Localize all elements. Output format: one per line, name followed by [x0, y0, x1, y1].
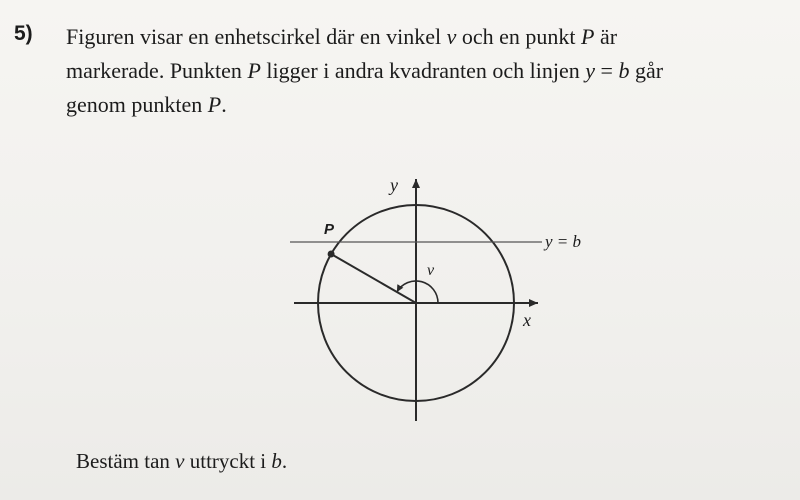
math-symbol: v — [175, 449, 185, 473]
math-symbol: P — [247, 58, 261, 83]
math-symbol: v — [446, 24, 457, 49]
point-p-label: P — [324, 221, 335, 238]
angle-v-label: v — [427, 262, 435, 279]
math-symbol: y — [585, 58, 596, 83]
problem-statement — [66, 20, 776, 122]
line-y-equals-b-label: y = b — [545, 232, 582, 251]
text-run: går — [629, 58, 664, 83]
math-symbol: P — [207, 92, 222, 117]
unit-circle-figure — [280, 165, 610, 435]
question-text — [76, 449, 287, 474]
text-run: är — [594, 24, 618, 49]
problem-line-1 — [66, 20, 776, 54]
text-run: markerade. Punkten — [66, 58, 248, 83]
text-run: = — [595, 58, 619, 83]
text-run: uttryckt i — [184, 449, 272, 473]
problem-line-3 — [66, 88, 776, 122]
y-axis-label: y — [390, 175, 398, 195]
math-symbol: b — [618, 58, 630, 83]
math-symbol: P — [581, 24, 595, 49]
text-run: och en punkt — [456, 24, 582, 49]
text-run: Figuren visar en enhetscirkel där en vinkel — [66, 24, 447, 49]
point-p — [328, 251, 335, 258]
radius-to-p — [331, 254, 416, 303]
text-run: . — [221, 92, 227, 117]
text-run: Bestäm tan — [76, 449, 176, 473]
text-run: ligger i andra kvadranten och linjen — [260, 58, 586, 83]
text-run: genom punkten — [66, 92, 208, 117]
x-axis-label: x — [523, 310, 531, 330]
text-run: . — [281, 449, 288, 473]
problem-line-2 — [66, 54, 776, 88]
math-symbol: b — [271, 449, 282, 473]
problem-number: 5) — [14, 22, 33, 45]
angle-arc-v — [397, 281, 438, 303]
